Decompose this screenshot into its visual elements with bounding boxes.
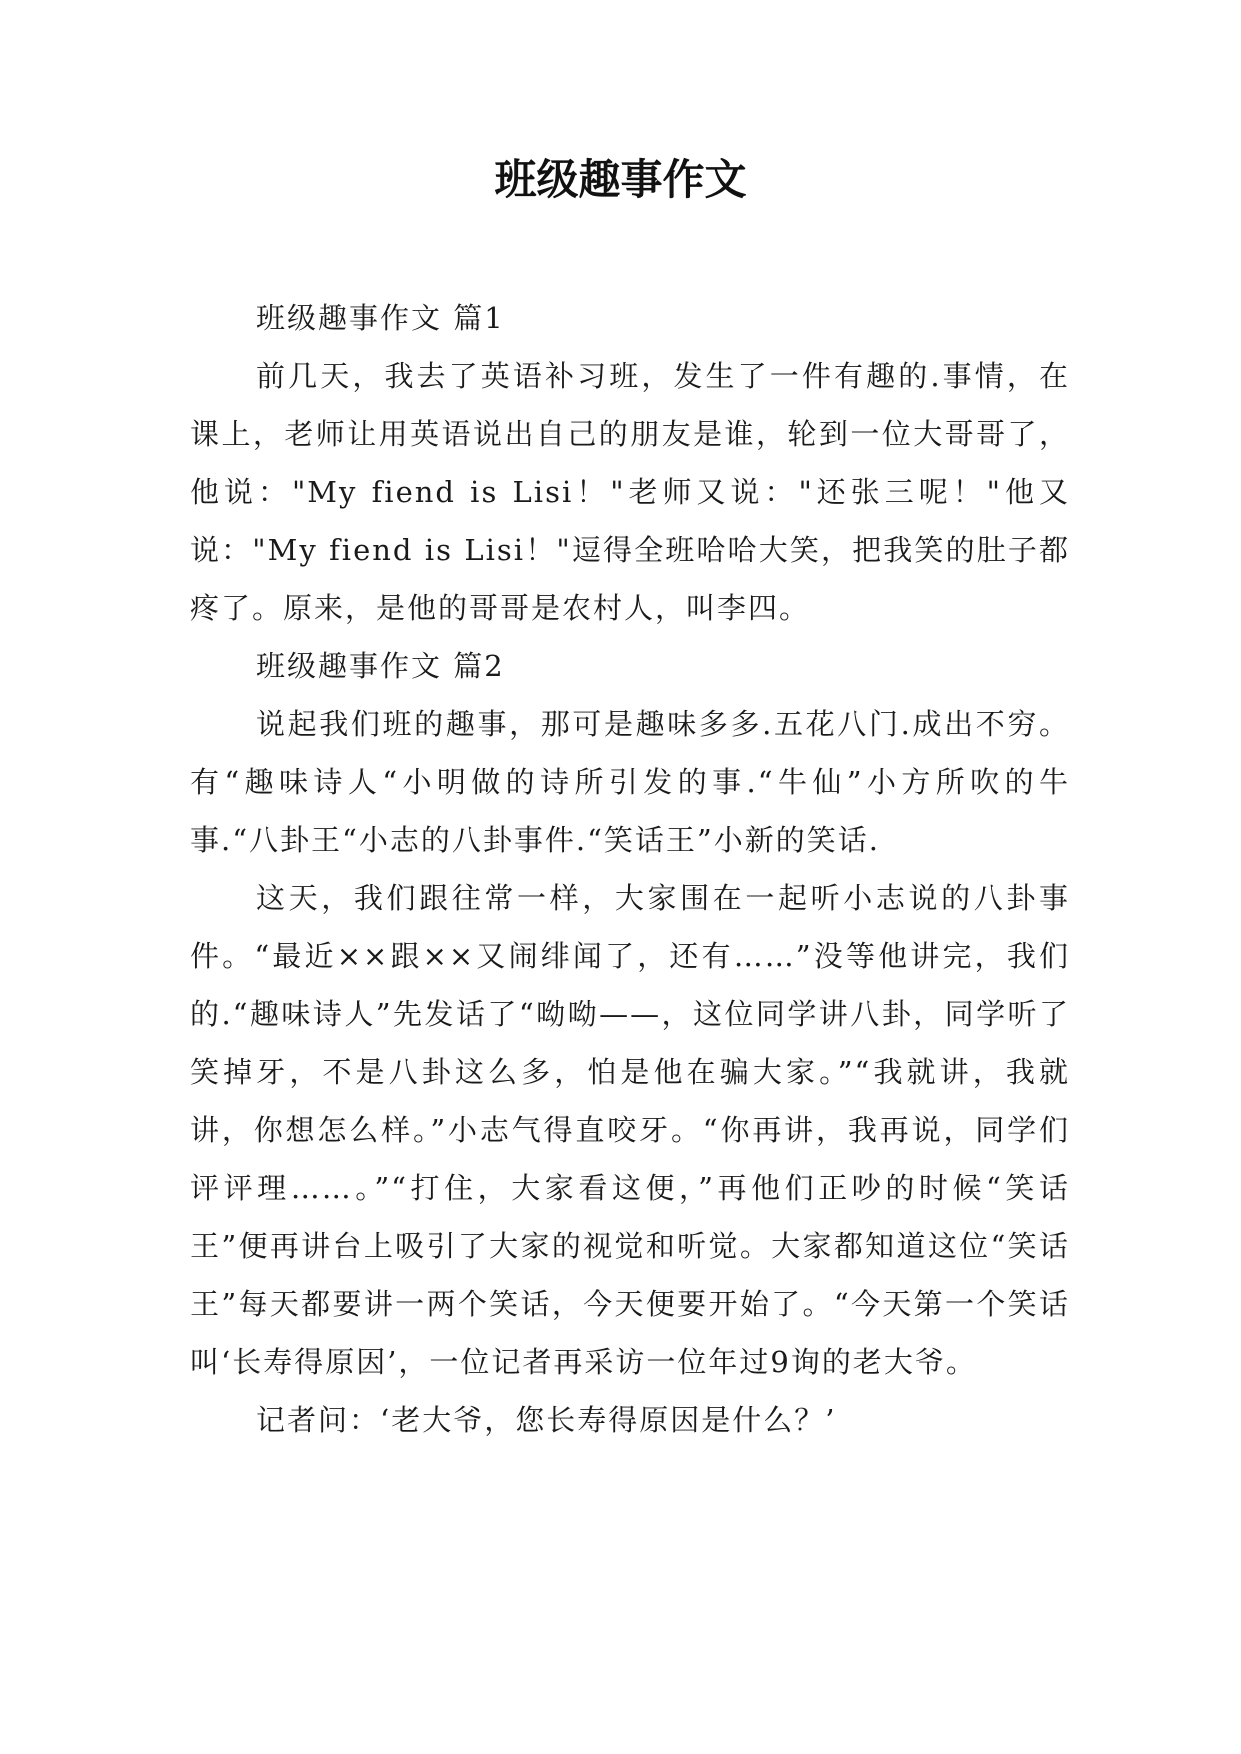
section-heading-1: 班级趣事作文 篇1 (256, 301, 505, 335)
paragraph: 记者问：‘老大爷，您长寿得原因是什么？’ (256, 1403, 837, 1437)
paragraph: 前几天，我去了英语补习班，发生了一件有趣的.事情，在课上，老师让用英语说出自己的朋友是谁，轮到一位大哥哥了，他说："My fiend is Lisi！"老师又说："还张三呢！"他又说："My fiend is Lisi！"逗得全班哈哈大笑，把我笑的肚子都疼了。原来，是他的哥哥是农村人，叫李四。 (190, 359, 1070, 625)
document-body (190, 289, 1070, 1449)
section-heading-2: 班级趣事作文 篇2 (256, 649, 505, 683)
paragraph: 这天，我们跟往常一样，大家围在一起听小志说的八卦事件。“最近××跟××又闹绯闻了，还有……”没等他讲完，我们的.“趣味诗人”先发话了“呦呦——，这位同学讲八卦，同学听了笑掉牙，不是八卦这么多，怕是他在骗大家。”“我就讲，我就讲，你想怎么样。”小志气得直咬牙。“你再讲，我再说，同学们评评理……。”“打住，大家看这便，”再他们正吵的时候“笑话王”便再讲台上吸引了大家的视觉和听觉。大家都知道这位“笑话王”每天都要讲一两个笑话，今天便要开始了。“今天第一个笑话叫‘长寿得原因’，一位记者再采访一位年过9询的老大爷。 (190, 881, 1070, 1379)
document-title: 班级趣事作文 (494, 155, 747, 204)
paragraph: 说起我们班的趣事，那可是趣味多多.五花八门.成出不穷。有“趣味诗人“小明做的诗所引发的事.“牛仙”小方所吹的牛事.“八卦王“小志的八卦事件.“笑话王”小新的笑话. (190, 707, 1070, 857)
